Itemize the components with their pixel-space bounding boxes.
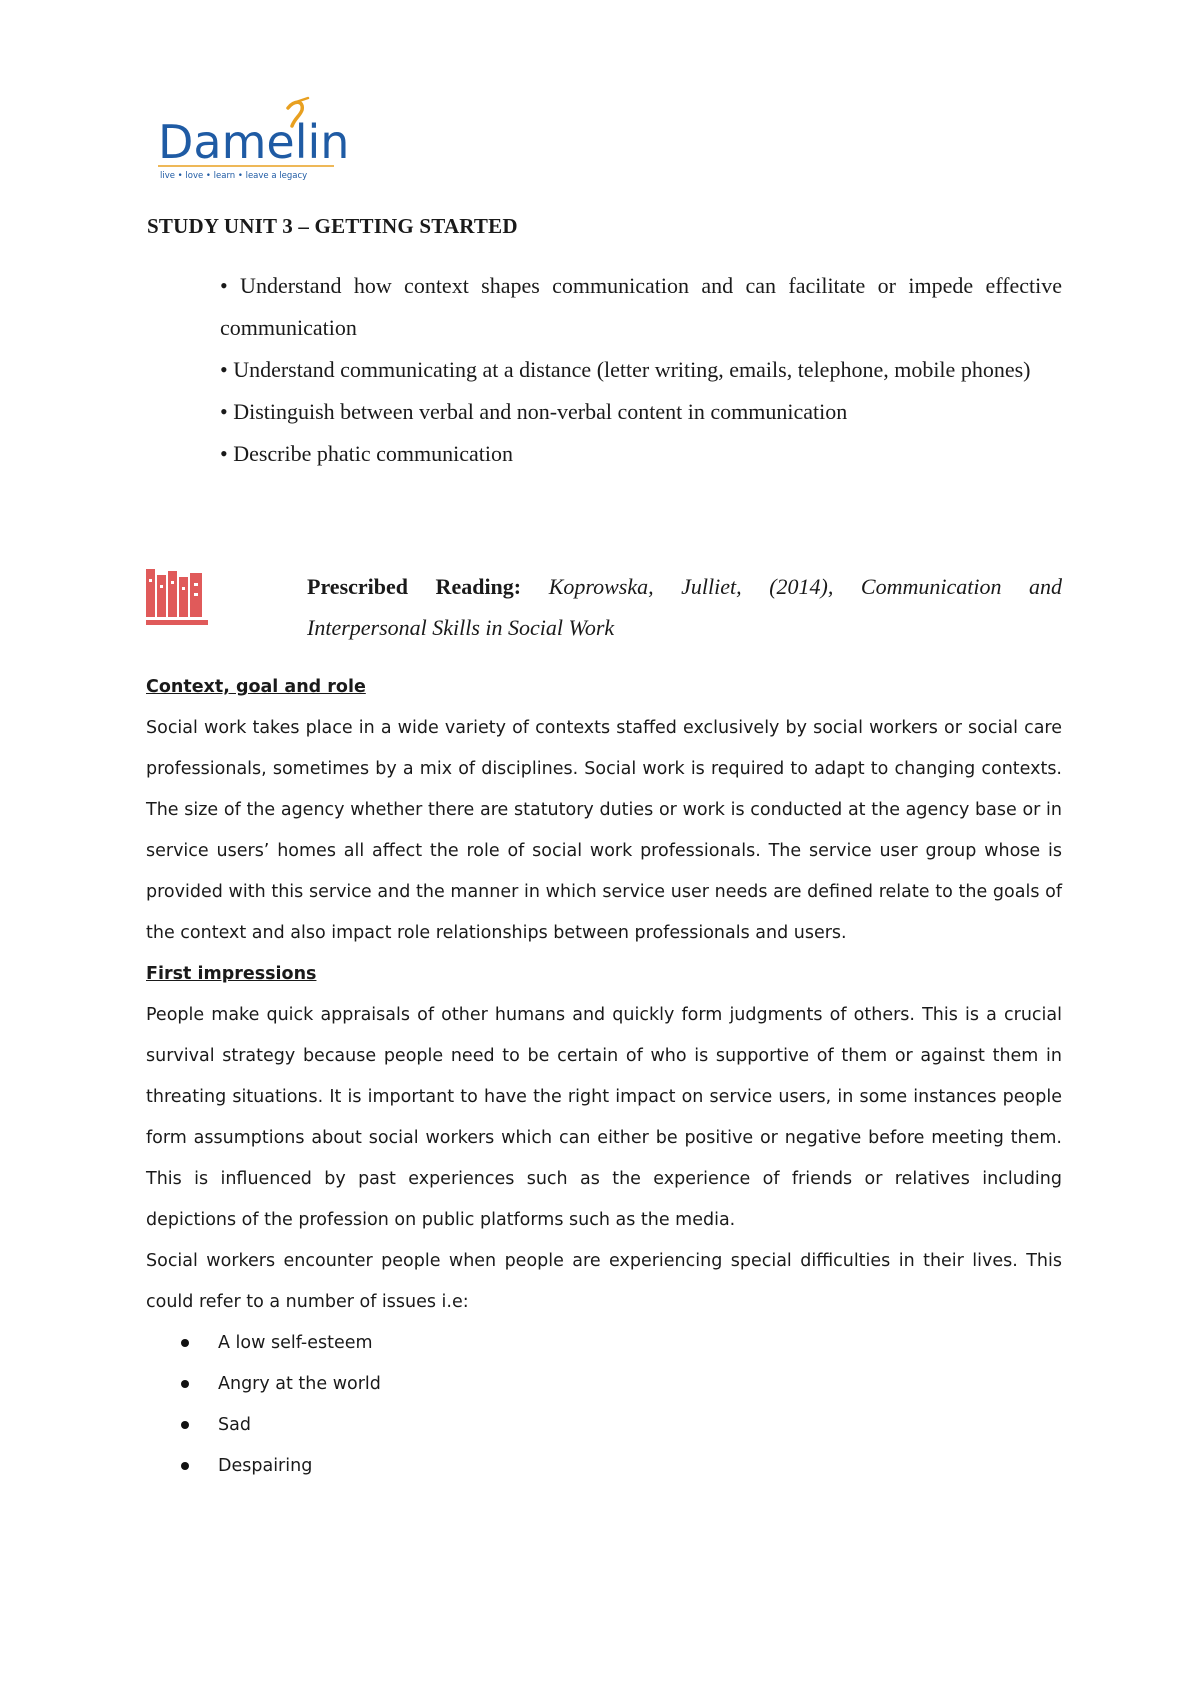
bullet-icon — [181, 1339, 189, 1347]
document-body — [146, 667, 1062, 1487]
prescribed-reading-citation: Koprowska, Julliet, (2014), Communication and — [548, 574, 1062, 599]
section-heading-first-impressions: First impressions — [146, 964, 317, 984]
objective-item: • Describe phatic communication — [220, 441, 513, 466]
issue-text: Sad — [218, 1415, 251, 1435]
objective-item: • Understand how context shapes communication and can facilitate or impede effective communication — [220, 273, 1062, 340]
prescribed-reading-citation-cont: Interpersonal Skills in Social Work — [307, 615, 615, 640]
difficulties-paragraph: Social workers encounter people when people are experiencing special difficulties in their lives. This could refer to a number of issues i.e: — [146, 1251, 1062, 1312]
bullet-icon — [181, 1421, 189, 1429]
list-item — [218, 1446, 1062, 1487]
issue-text: A low self-esteem — [218, 1333, 373, 1353]
list-item — [218, 1364, 1062, 1405]
logo-tagline: live • love • learn • leave a legacy — [160, 171, 308, 181]
objectives-list — [220, 265, 1062, 475]
prescribed-reading-label: Prescribed Reading: — [307, 574, 522, 599]
bullet-icon — [181, 1380, 189, 1388]
issues-list — [146, 1323, 1062, 1487]
list-item — [218, 1405, 1062, 1446]
first-impressions-paragraph: People make quick appraisals of other humans and quickly form judgments of others. This is a crucial survival strategy because people need to be certain of who is supportive of them or against them in threating situations. It is important to have the right impact on service users, in some instances people form assumptions about social workers which can either be positive or negative before meeting them. This is influenced by past experiences such as the experience of friends or relatives including depictions of the profession on public platforms such as the media. — [146, 1005, 1062, 1230]
section-heading-context: Context, goal and role — [146, 677, 366, 697]
context-paragraph: Social work takes place in a wide variety of contexts staffed exclusively by social workers or social care professionals, sometimes by a mix of disciplines. Social work is required to adapt to changing contexts. The size of the agency whether there are statutory duties or work is conducted at the agency base or in service users’ homes all affect the role of social work professionals. The service user group whose is provided with this service and the manner in which service user needs are defined relate to the goals of the context and also impact role relationships between professionals and users. — [146, 718, 1062, 943]
issue-text: Despairing — [218, 1456, 313, 1476]
list-item — [218, 1323, 1062, 1364]
logo-wordmark: Damelin — [158, 115, 350, 169]
bullet-icon — [181, 1462, 189, 1470]
issue-text: Angry at the world — [218, 1374, 381, 1394]
objective-item: • Understand communicating at a distance (letter writing, emails, telephone, mobile phones) — [220, 357, 1031, 382]
page-title: STUDY UNIT 3 – GETTING STARTED — [147, 214, 518, 238]
prescribed-reading — [307, 566, 1062, 648]
damelin-logo — [158, 96, 358, 191]
books-icon — [146, 567, 208, 627]
objective-item: • Distinguish between verbal and non-verbal content in communication — [220, 399, 848, 424]
